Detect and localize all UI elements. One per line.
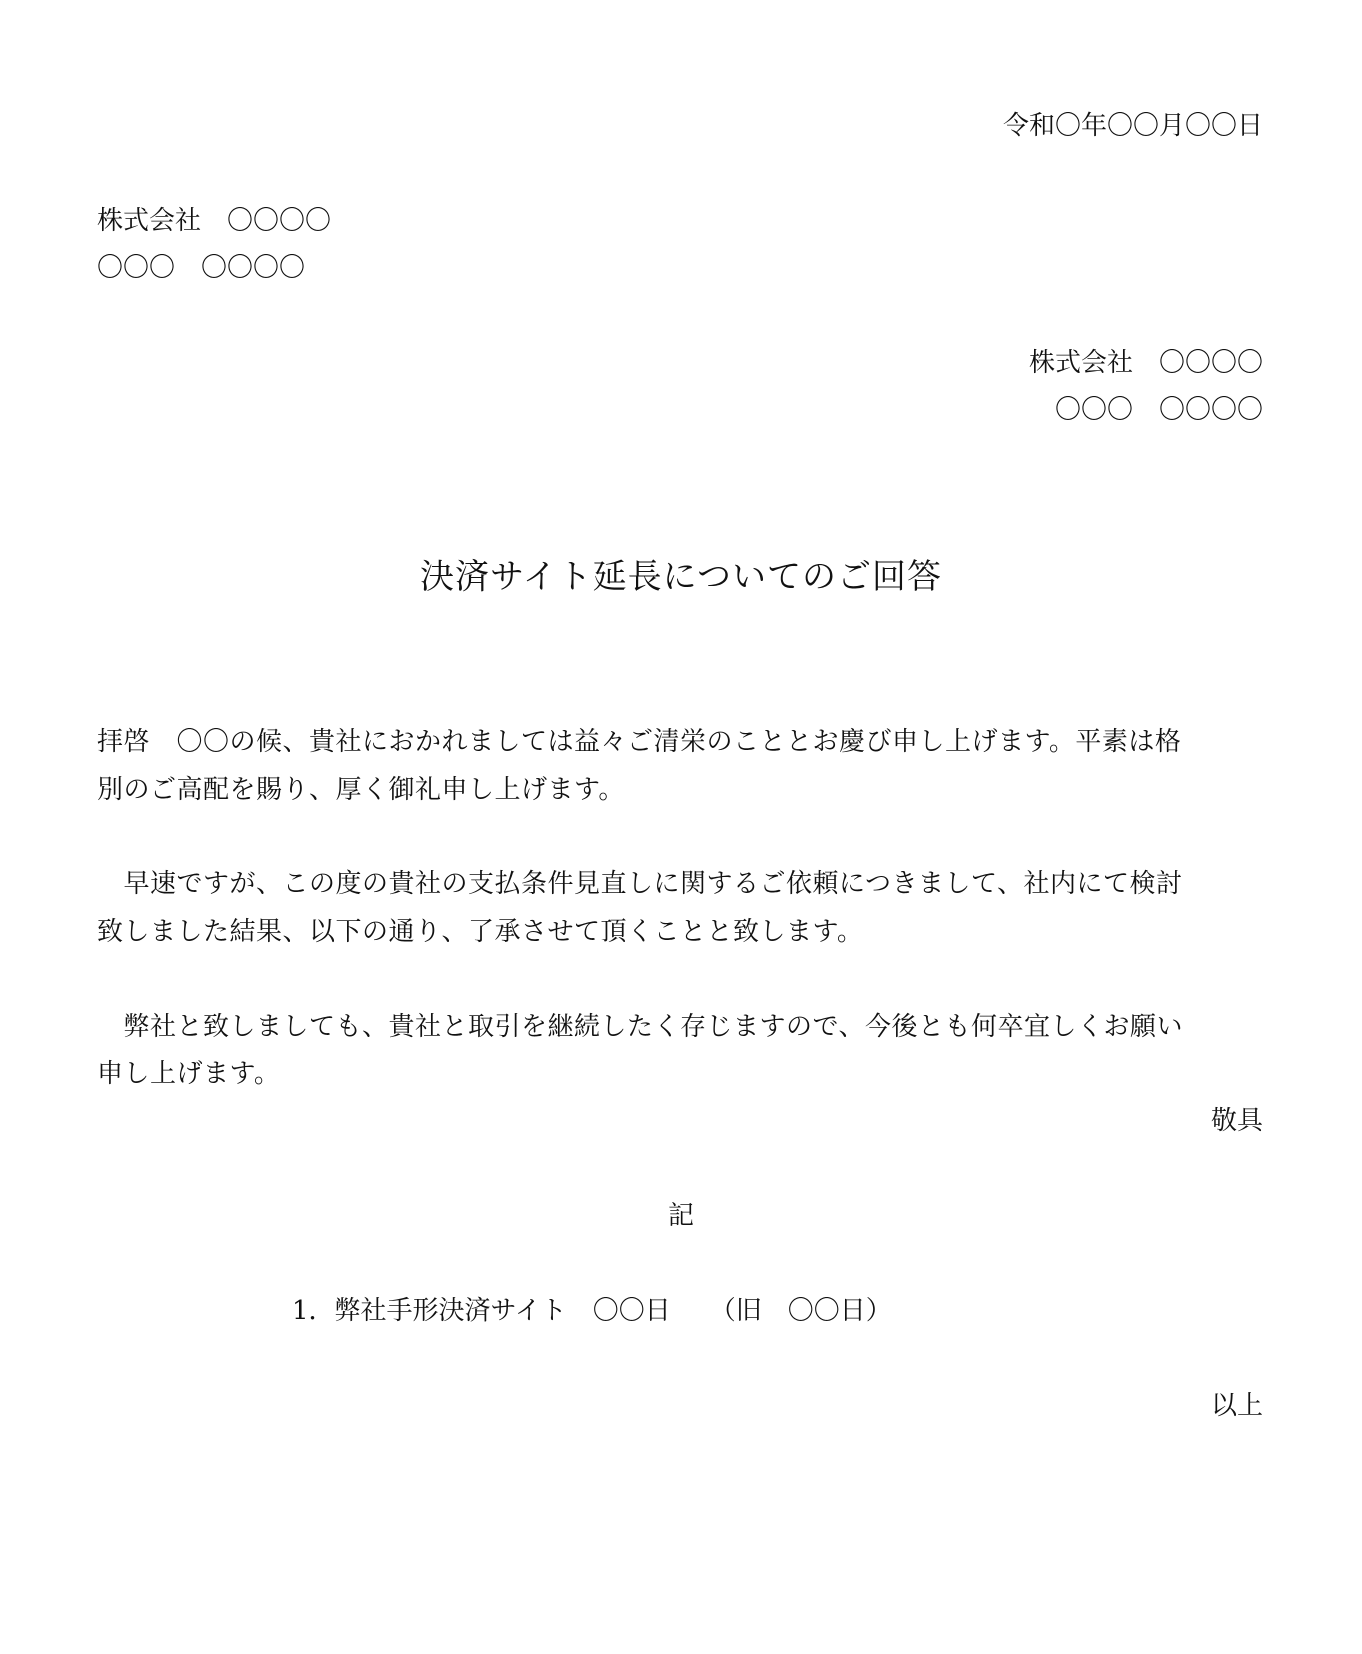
document-title: 決済サイト延長についてのご回答	[420, 557, 942, 597]
sender-person: 〇〇〇 〇〇〇〇	[1054, 395, 1263, 425]
sender-company: 株式会社 〇〇〇〇	[1028, 348, 1263, 378]
closing-keigu: 敬具	[1210, 1106, 1263, 1136]
paragraph-3-line-1: 弊社と致しましても、貴社と取引を継続したく存じますので、今後とも何卒宜しくお願い	[97, 1012, 1183, 1042]
recipient-person: 〇〇〇 〇〇〇〇	[97, 253, 306, 283]
paragraph-2-line-2: 致しました結果、以下の通り、了承させて頂くことと致します。	[97, 917, 864, 947]
document-date: 令和〇年〇〇月〇〇日	[1002, 111, 1263, 141]
paragraph-1-line-1: 拝啓 〇〇の候、貴社におかれましては益々ご清栄のこととお慶び申し上げます。平素は格	[97, 727, 1182, 757]
ki-heading: 記	[667, 1201, 694, 1231]
paragraph-2-line-1: 早速ですが、この度の貴社の支払条件見直しに関するご依頼につきまして、社内にて検討	[97, 869, 1183, 899]
paragraph-3-line-2: 申し上げます。	[97, 1059, 281, 1089]
paragraph-1-line-2: 別のご高配を賜り、厚く御礼申し上げます。	[97, 775, 625, 805]
ending-ijou: 以上	[1210, 1391, 1263, 1421]
list-item-1: 1．弊社手形決済サイト 〇〇日 （旧 〇〇日）	[292, 1296, 892, 1326]
recipient-company: 株式会社 〇〇〇〇	[97, 206, 332, 236]
